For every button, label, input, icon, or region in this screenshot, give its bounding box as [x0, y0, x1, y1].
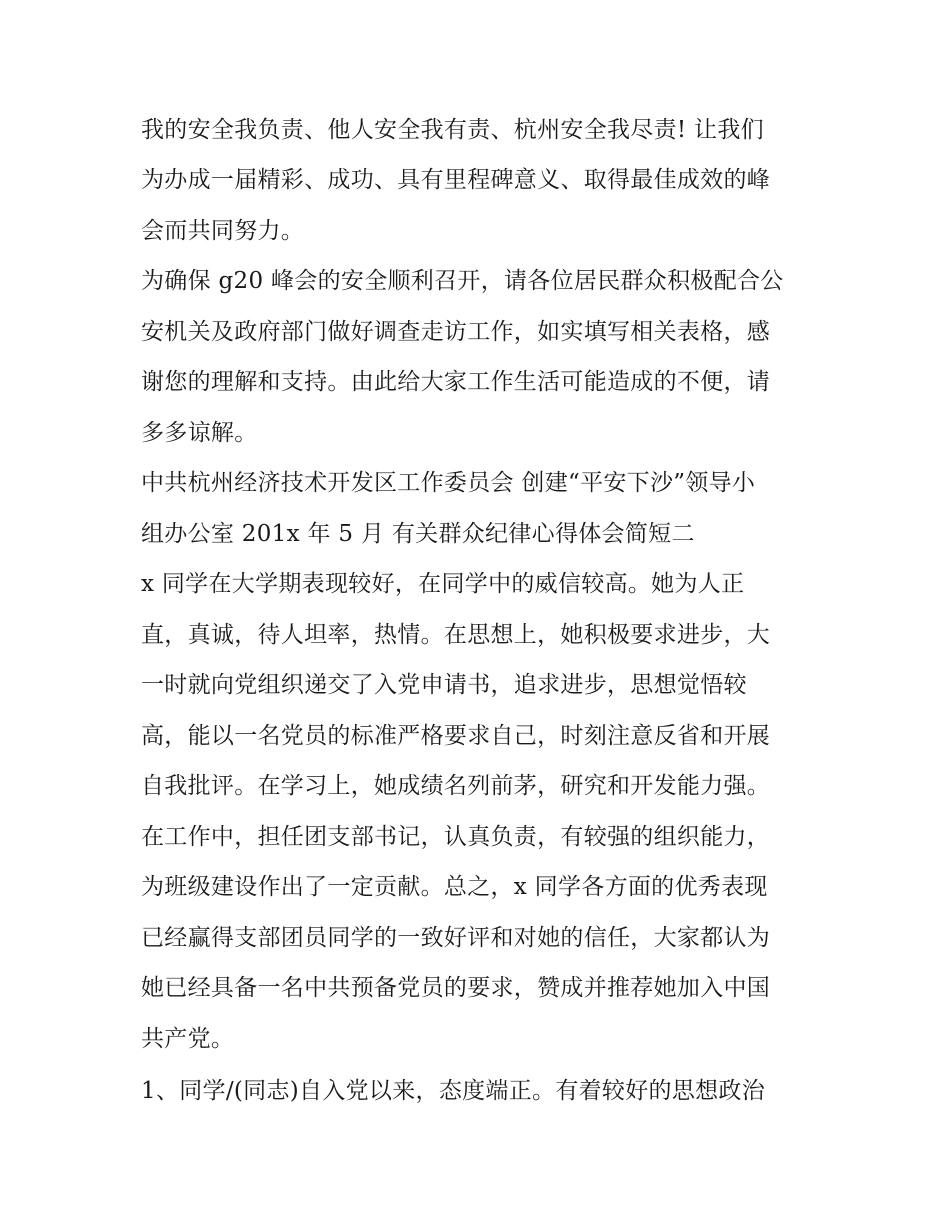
text-line: 为确保 g20 峰会的安全顺利召开，请各位居民群众积极配合公	[141, 268, 784, 294]
text-line: 1、同学/(同志)自入党以来，态度端正。有着较好的思想政治	[141, 1078, 766, 1104]
text-line: 直，真诚，待人坦率，热情。在思想上，她积极要求进步，大	[141, 622, 771, 648]
text-line: 已经赢得支部团员同学的一致好评和对她的信任，大家都认为	[141, 925, 771, 951]
text-line: 在工作中，担任团支部书记，认真负责，有较强的组织能力，	[141, 824, 771, 850]
text-line: 会而共同努力。	[141, 218, 305, 244]
text-line: 我的安全我负责、他人安全我有责、杭州安全我尽责! 让我们	[141, 117, 764, 143]
text-line: 一时就向党组织递交了入党申请书，追求进步，思想觉悟较	[141, 672, 747, 698]
text-line: 谢您的理解和支持。由此给大家工作生活可能造成的不便，请	[141, 369, 771, 395]
text-line: 她已经具备一名中共预备党员的要求，赞成并推荐她加入中国	[141, 975, 771, 1001]
text-line: 共产党。	[141, 1026, 235, 1052]
text-line: 多多谅解。	[141, 420, 258, 446]
text-line: x 同学在大学期表现较好，在同学中的威信较高。她为人正	[141, 571, 745, 597]
text-line: 为办成一届精彩、成功、具有里程碑意义、取得最佳成效的峰	[141, 167, 771, 193]
text-line: 为班级建设作出了一定贡献。总之，x 同学各方面的优秀表现	[141, 874, 768, 900]
text-line: 组办公室 201x 年 5 月 有关群众纪律心得体会简短二	[141, 521, 695, 547]
text-line: 高，能以一名党员的标准严格要求自己，时刻注意反省和开展	[141, 723, 771, 749]
text-line: 安机关及政府部门做好调查走访工作，如实填写相关表格，感	[141, 319, 771, 345]
text-line: 自我批评。在学习上，她成绩名列前茅，研究和开发能力强。	[141, 773, 771, 799]
text-line: 中共杭州经济技术开发区工作委员会 创建“平安下沙”领导小	[141, 470, 756, 496]
